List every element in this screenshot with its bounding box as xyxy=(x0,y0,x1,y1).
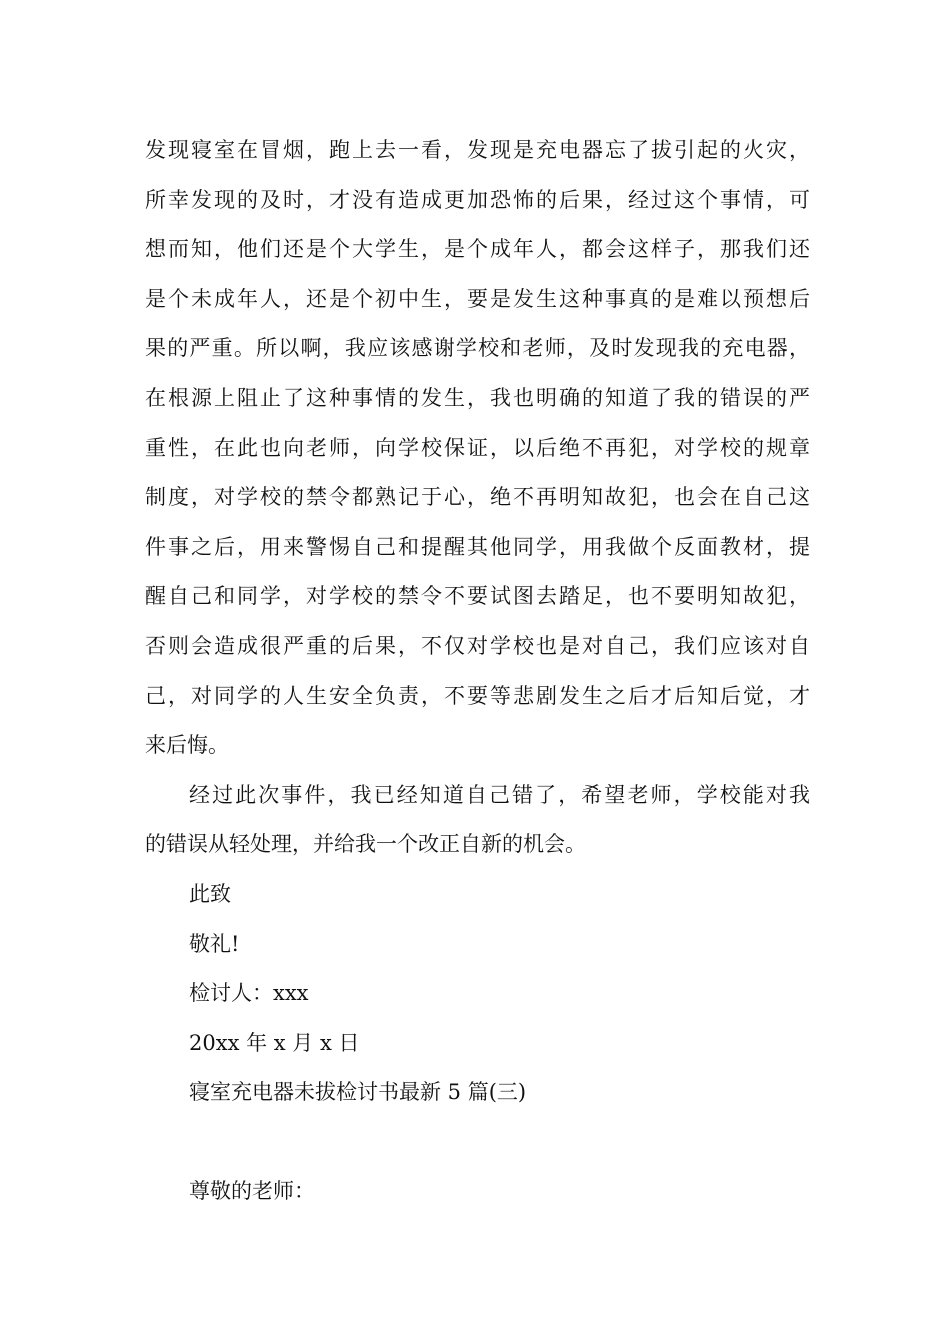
blank-gap xyxy=(145,1118,810,1168)
paragraph-1 xyxy=(145,126,810,771)
date: 20xx 年 x 月 x 日 xyxy=(189,1030,360,1055)
paragraph-line: 想而知，他们还是个大学生，是个成年人，都会这样子，那我们还 xyxy=(145,237,810,262)
paragraph-line: 是个未成年人，还是个初中生，要是发生这种事真的是难以预想后 xyxy=(145,286,810,311)
paragraph-line: 己，对同学的人生安全负责，不要等悲剧发生之后才后知后觉，才 xyxy=(145,683,810,708)
closing-block xyxy=(145,870,810,1118)
paragraph-line: 重性，在此也向老师，向学校保证，以后绝不再犯，对学校的规章 xyxy=(145,435,810,460)
paragraph-line: 经过此次事件，我已经知道自己错了，希望老师，学校能对我 xyxy=(189,782,810,807)
signature: 检讨人：xxx xyxy=(189,981,309,1006)
paragraph-line: 所幸发现的及时，才没有造成更加恐怖的后果，经过这个事情，可 xyxy=(145,187,810,212)
greeting: 尊敬的老师： xyxy=(189,1179,315,1204)
salutation-ci-zhi: 此致 xyxy=(189,881,231,906)
paragraph-line: 果的严重。所以啊，我应该感谢学校和老师，及时发现我的充电器， xyxy=(145,336,810,361)
section-title: 寝室充电器未拔检讨书最新 5 篇(三) xyxy=(189,1080,527,1105)
paragraph-line: 件事之后，用来警惕自己和提醒其他同学，用我做个反面教材，提 xyxy=(145,534,810,559)
document-body xyxy=(145,126,810,1217)
paragraph-line: 在根源上阻止了这种事情的发生，我也明确的知道了我的错误的严 xyxy=(145,385,810,410)
salutation-jing-li: 敬礼! xyxy=(189,931,240,956)
paragraph-2 xyxy=(145,771,810,870)
paragraph-line: 来后悔。 xyxy=(145,733,229,758)
paragraph-line: 制度，对学校的禁令都熟记于心，绝不再明知故犯，也会在自己这 xyxy=(145,485,810,510)
paragraph-line: 发现寝室在冒烟，跑上去一看，发现是充电器忘了拔引起的火灾， xyxy=(145,138,810,162)
paragraph-line: 否则会造成很严重的后果，不仅对学校也是对自己，我们应该对自 xyxy=(145,633,810,658)
paragraph-line: 的错误从轻处理，并给我一个改正自新的机会。 xyxy=(145,832,586,857)
paragraph-line: 醒自己和同学，对学校的禁令不要试图去踏足，也不要明知故犯， xyxy=(145,584,810,609)
